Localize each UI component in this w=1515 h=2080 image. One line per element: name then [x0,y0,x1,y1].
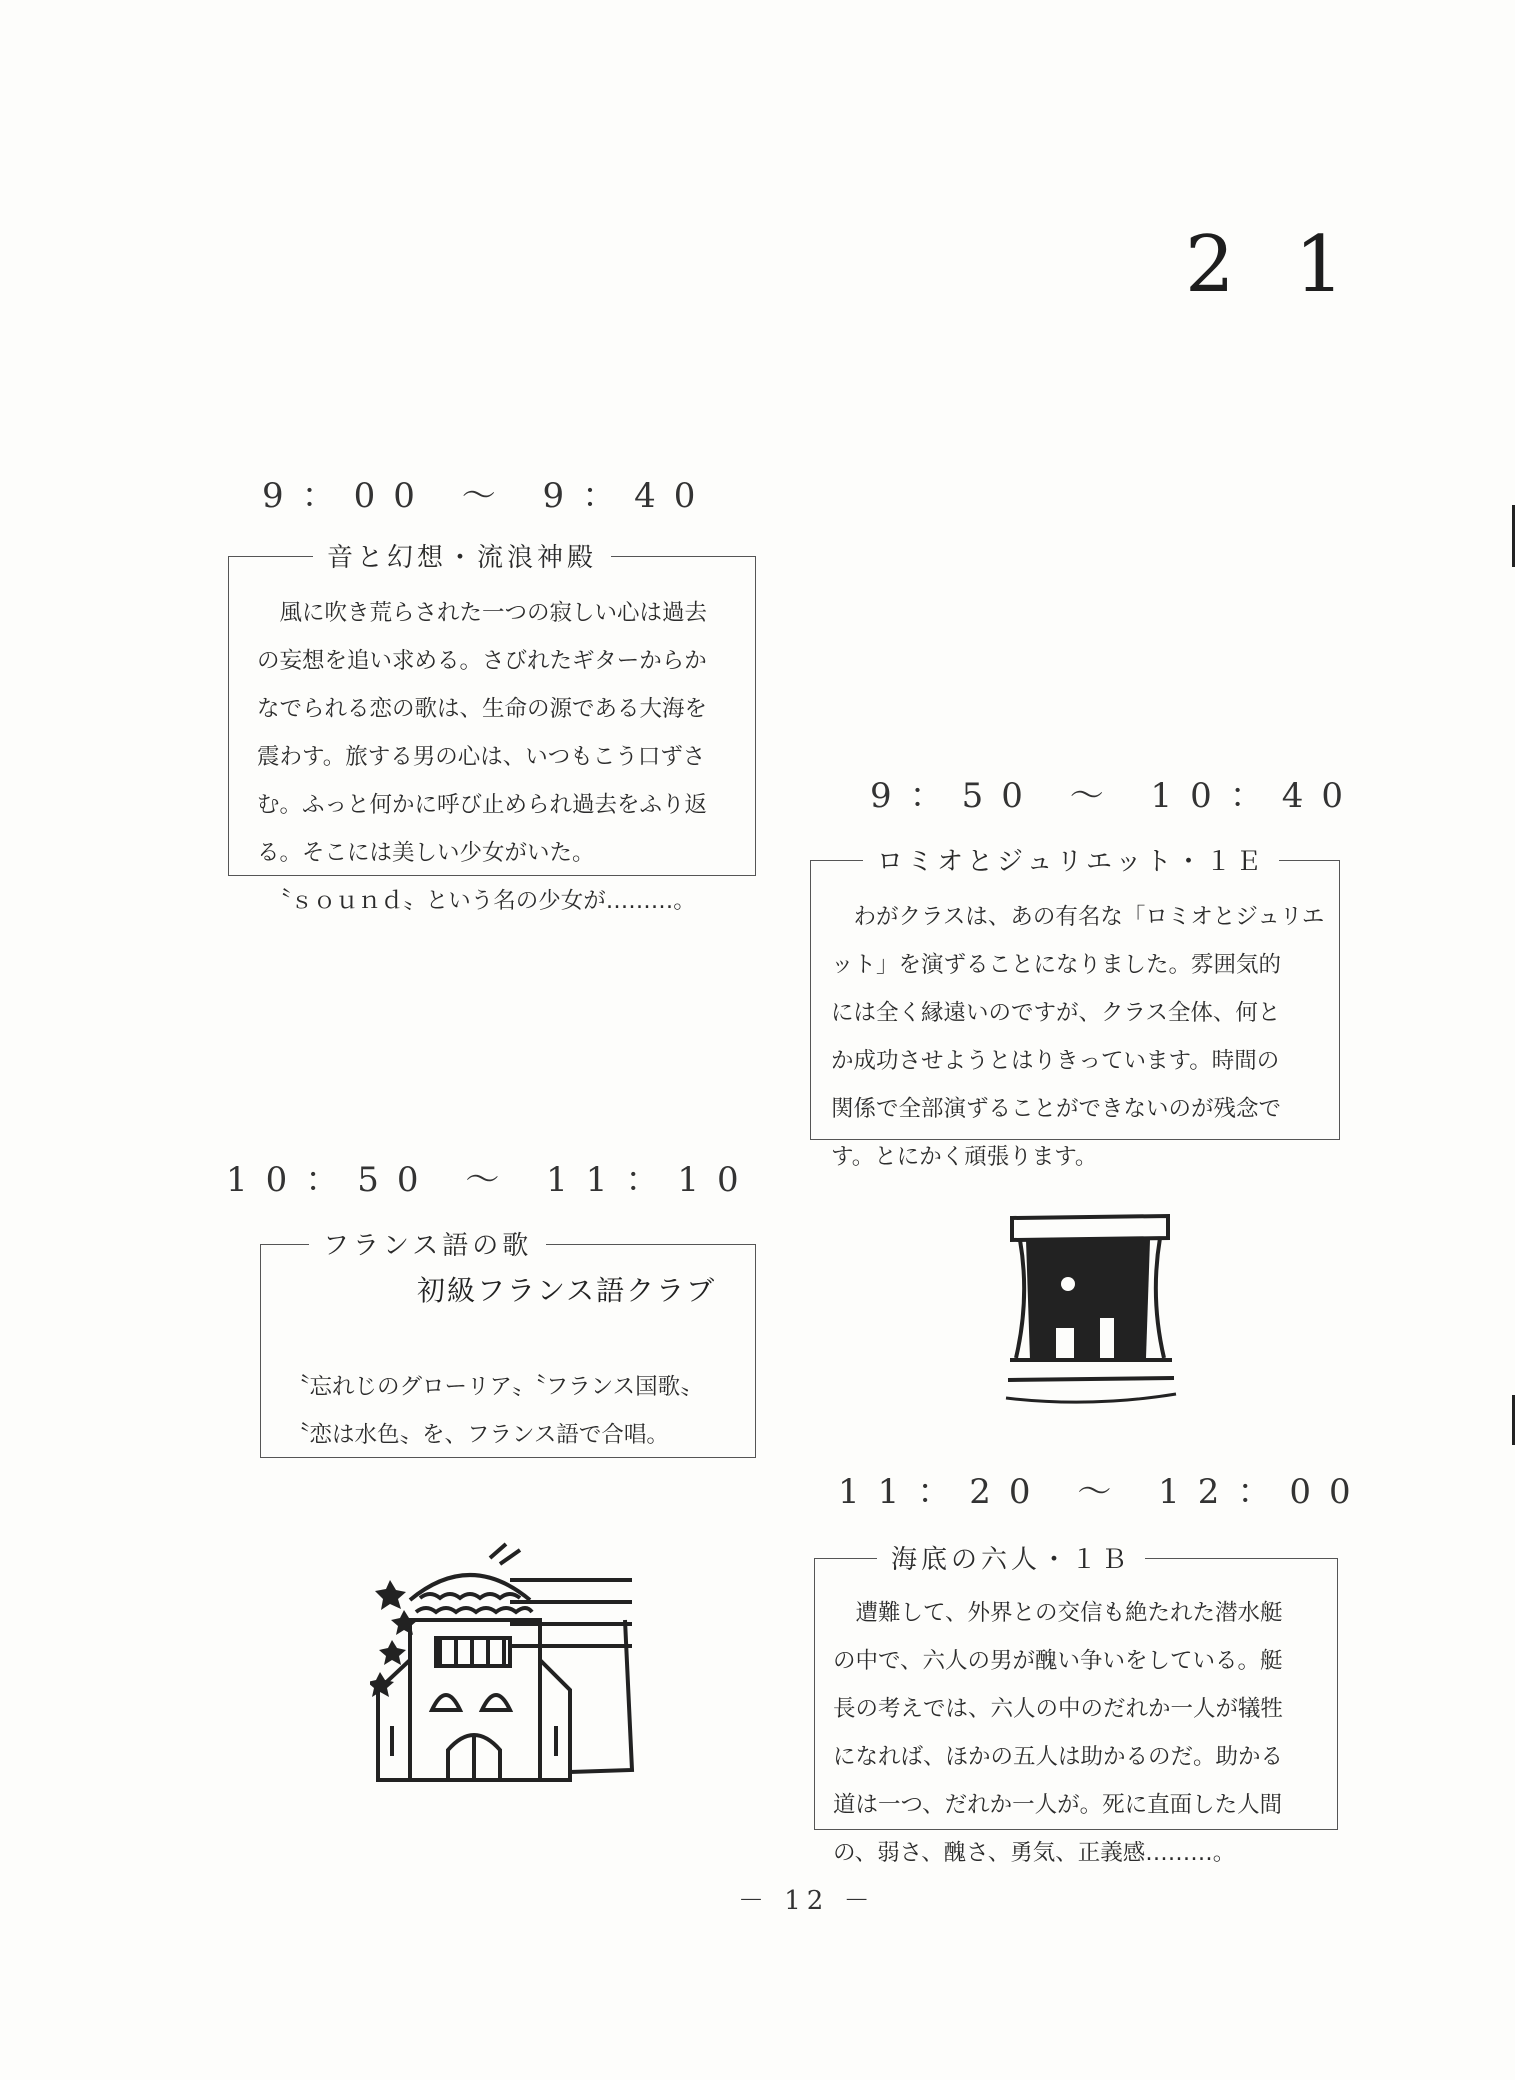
program-3-title: フランス語の歌 [309,1225,546,1262]
stage-curtain-icon [1000,1208,1180,1408]
program-3-body: 〝忘れじのグローリア〟〝フランス国歌〟 〝恋は水色〟を、フランス語で合唱。 [287,1374,703,1448]
program-2-title: ロミオとジュリエット・１Ｅ [863,841,1279,878]
program-1-time: 9：00 〜 9：40 [262,476,714,516]
program-1-box [228,543,756,914]
castle-icon [370,1540,640,1790]
program-3-subtitle: 初級フランス語クラブ [417,1274,717,1307]
program-4-box [814,1545,1338,1866]
program-4-title: 海底の六人・１Ｂ [877,1539,1145,1576]
program-2-time: 9：50 〜 10：40 [870,776,1362,816]
page-heading: 21 [1185,220,1405,310]
program-3-time: 10：50 〜 11：10 [226,1160,757,1200]
footer-page-number: － 12 － [738,1886,876,1916]
program-1-title: 音と幻想・流浪神殿 [313,537,611,574]
program-3-box [260,1231,756,1458]
program-2-body: わがクラスは、あの有名な「ロミオとジュリエ ット」を演ずることになりました。雰囲気的 には全く縁遠いのですが、クラス全体、何と か成功させようとはりきっています。時間の 関係で全部演ずることができないのが残念で す。とにかく頑張ります。 [831,904,1325,1170]
program-4-time: 11：20 〜 12：00 [838,1472,1369,1512]
program-1-body: 風に吹き荒らされた一つの寂しい心は過去 の妄想を追い求める。さびれたギターからか なでられる恋の歌は、生命の源である大海を 震わす。旅する男の心は、いつもこう口ずさ む。ふっと何かに呼び止められ過去をふり返 る。そこには美しい少女がいた。 〝ｓｏｕｎｄ〟という名の少女が………。 [257,600,708,914]
program-4-body: 遭難して、外界との交信も絶たれた潜水艇 の中で、六人の男が醜い争いをしている。艇 長の考えでは、六人の中のだれか一人が犠牲 になれば、ほかの五人は助かるのだ。助かる 道は一つ、だれか一人が。死に直面した人間 の、弱さ、醜さ、勇気、正義感………。 [833,1600,1284,1866]
program-2-box [810,847,1340,1170]
